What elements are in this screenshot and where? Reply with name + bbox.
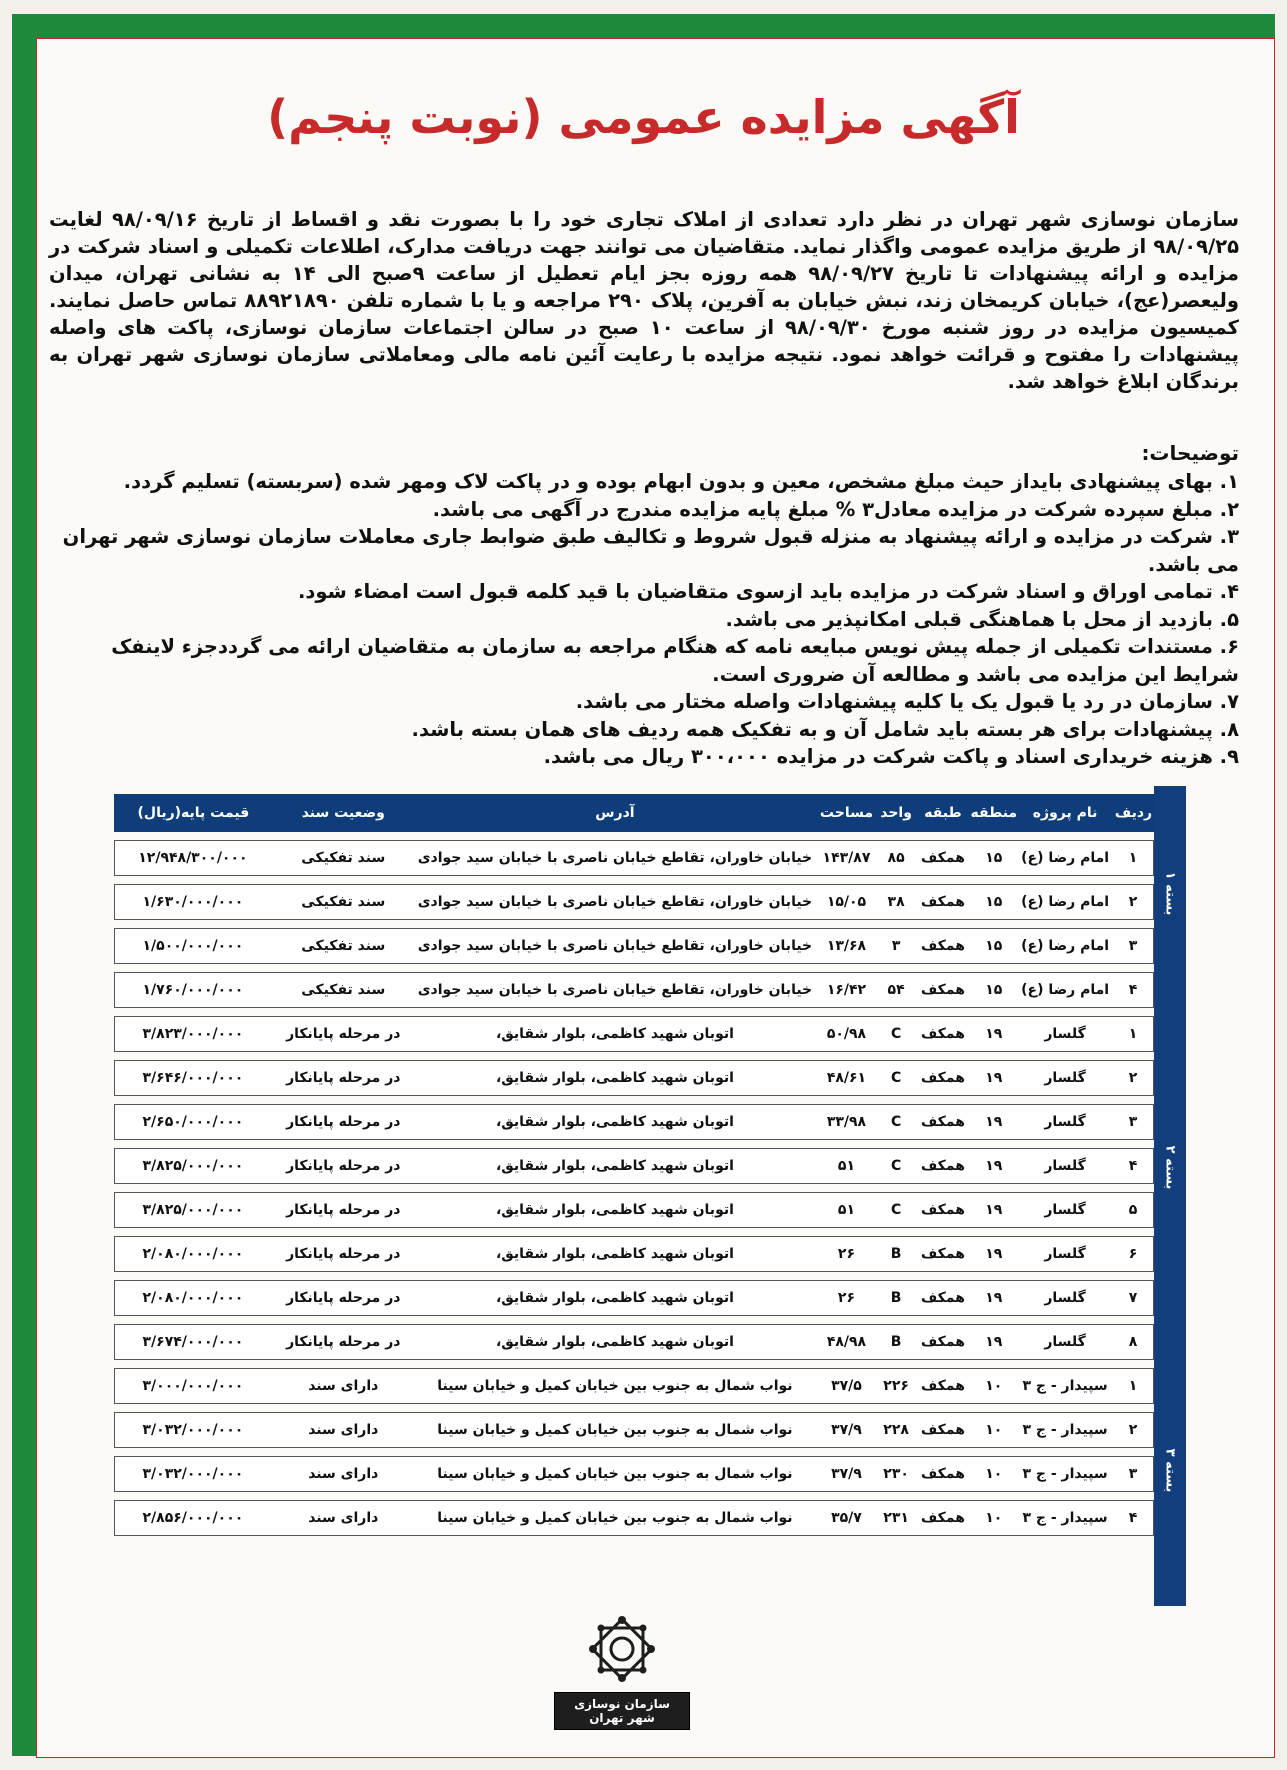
cell-address: نواب شمال به جنوب بین خیابان کمیل و خیابان سینا [414,1456,816,1492]
cell-district: ۱۹ [971,1148,1018,1184]
cell-floor: همکف [915,1148,970,1184]
logo-emblem-icon [587,1614,657,1684]
cell-deed-status: در مرحله پایانکار [273,1192,414,1228]
cell-district: ۱۵ [971,840,1018,876]
header-base-price: قیمت پایه(ریال) [114,794,273,832]
cell-unit: ۲۲۸ [877,1412,916,1448]
cell-unit: B [877,1324,916,1360]
cell-floor: همکف [915,928,970,964]
cell-project: سپیدار - ج ۳ [1017,1412,1113,1448]
cell-address: اتوبان شهید کاظمی، بلوار شقایق، [414,1016,816,1052]
table-row [114,1236,1154,1272]
cell-area: ۳۳/۹۸ [816,1104,877,1140]
cell-district: ۱۰ [971,1456,1018,1492]
cell-project: گلسار [1017,1324,1113,1360]
cell-area: ۳۵/۷ [816,1500,877,1536]
cell-project: گلسار [1017,1236,1113,1272]
note-item: ۱. بهای پیشنهادی بایداز حیث مبلغ مشخص، معین و بدون ابهام بوده و در پاکت لاک ومهر شده (سربسته) تسلیم گردد. [123,470,1239,493]
cell-district: ۱۵ [971,972,1018,1008]
cell-base-price: ۳/۸۲۵/۰۰۰/۰۰۰ [114,1192,273,1228]
cell-address: اتوبان شهید کاظمی، بلوار شقایق، [414,1236,816,1272]
cell-row-no: ۱ [1113,1016,1154,1052]
note-item: ۴. تمامی اوراق و اسناد شرکت در مزایده باید ازسوی متقاضیان با قید کلمه قبول است امضاء شود. [297,580,1239,603]
cell-deed-status: در مرحله پایانکار [273,1148,414,1184]
cell-area: ۱۴۳/۸۷ [816,840,877,876]
cell-floor: همکف [915,1016,970,1052]
cell-address: اتوبان شهید کاظمی، بلوار شقایق، [414,1148,816,1184]
note-item: ۲. مبلغ سپرده شرکت در مزایده معادل۳ % مبلغ پایه مزایده مندرج در آگهی می باشد. [432,497,1239,521]
bundle-1-label: بسته ۱ [1154,786,1186,1000]
table-row [114,840,1154,876]
cell-project: گلسار [1017,1060,1113,1096]
cell-district: ۱۹ [971,1236,1018,1272]
cell-project: امام رضا (ع) [1017,928,1113,964]
cell-area: ۴۸/۶۱ [816,1060,877,1096]
cell-area: ۴۸/۹۸ [816,1324,877,1360]
cell-unit: B [877,1280,916,1316]
bundle-3-label: بسته ۳ [1154,1334,1186,1606]
cell-unit: C [877,1016,916,1052]
cell-unit: C [877,1104,916,1140]
cell-deed-status: در مرحله پایانکار [273,1016,414,1052]
bundle-2-label: بسته ۲ [1154,1000,1186,1334]
cell-row-no: ۲ [1113,1412,1154,1448]
notice-title: آگهی مزایده عمومی (نوبت پنجم) [267,90,1020,144]
cell-unit: ۳۸ [877,884,916,920]
cell-district: ۱۹ [971,1060,1018,1096]
table-body [114,840,1154,1536]
cell-base-price: ۳/۸۲۳/۰۰۰/۰۰۰ [114,1016,273,1052]
cell-project: سپیدار - ج ۳ [1017,1368,1113,1404]
cell-floor: همکف [915,1324,970,1360]
cell-unit: ۲۳۱ [877,1500,916,1536]
cell-area: ۱۶/۴۲ [816,972,877,1008]
cell-base-price: ۳/۰۳۲/۰۰۰/۰۰۰ [114,1412,273,1448]
cell-address: اتوبان شهید کاظمی، بلوار شقایق، [414,1104,816,1140]
header-area: مساحت [816,794,877,832]
cell-address: نواب شمال به جنوب بین خیابان کمیل و خیابان سینا [414,1368,816,1404]
cell-project: سپیدار - ج ۳ [1017,1456,1113,1492]
table-header-row [114,794,1154,832]
cell-area: ۳۷/۵ [816,1368,877,1404]
table-row [114,1412,1154,1448]
cell-row-no: ۸ [1113,1324,1154,1360]
cell-address: خیابان خاوران، تقاطع خیابان ناصری با خیابان سید جوادی [414,884,816,920]
cell-base-price: ۳/۶۷۴/۰۰۰/۰۰۰ [114,1324,273,1360]
cell-base-price: ۳/۰۰۰/۰۰۰/۰۰۰ [114,1368,273,1404]
table-row [114,1060,1154,1096]
intro-paragraph: سازمان نوسازی شهر تهران در نظر دارد تعدادی از املاک تجاری خود را با بصورت نقد و اقساط از تاریخ ۹۸/۰۹/۱۶ لغایت ۹۸/۰۹/۲۵ از طریق مزایده عمومی واگذار نماید. متقاضیان می توانند جهت دریافت مدارک، اطلاعات تکمیلی و اسناد شرکت در مزایده و ارائه پیشنهادات تا تاریخ ۹۸/۰۹/۲۷ همه روزه بجز ایام تعطیل از ساعت ۹صبح الی ۱۴ به نشانی تهران، میدان ولیعصر(عج)، خیابان کریمخان زند، نبش خیابان به آفرین، پلاک ۲۹۰ مراجعه و یا با شماره تلفن ۸۸۹۲۱۸۹۰ تماس حاصل نمایند. کمیسیون مزایده در روز شنبه مورخ ۹۸/۰۹/۳۰ از ساعت ۱۰ صبح در سالن اجتماعات سازمان نوسازی، پاکت های واصله پیشنهادات را مفتوح و قرائت خواهد نمود. نتیجه مزایده با رعایت آئین نامه مالی ومعاملاتی سازمان نوسازی شهر تهران به برندگان ابلاغ خواهد شد. [49,208,1240,393]
table-row [114,1456,1154,1492]
logo-caption: سازمان نوسازی شهر تهران [554,1692,690,1730]
cell-floor: همکف [915,840,970,876]
table-row [114,1368,1154,1404]
table-row [114,1280,1154,1316]
cell-address: اتوبان شهید کاظمی، بلوار شقایق، [414,1060,816,1096]
cell-base-price: ۳/۰۳۲/۰۰۰/۰۰۰ [114,1456,273,1492]
cell-base-price: ۱/۶۳۰/۰۰۰/۰۰۰ [114,884,273,920]
cell-project: سپیدار - ج ۳ [1017,1500,1113,1536]
note-item: ۶. مستندات تکمیلی از جمله پیش نویس مبایعه نامه که هنگام مراجعه به سازمان به متقاضیان ارائه می گرددجزء لاینفک شرایط این مزایده می باشد و مطالعه آن ضروری است. [111,635,1239,686]
cell-area: ۵۱ [816,1148,877,1184]
header-address: آدرس [414,794,816,832]
cell-district: ۱۹ [971,1280,1018,1316]
cell-base-price: ۲/۶۵۰/۰۰۰/۰۰۰ [114,1104,273,1140]
cell-row-no: ۳ [1113,928,1154,964]
table-row [114,928,1154,964]
cell-address: نواب شمال به جنوب بین خیابان کمیل و خیابان سینا [414,1500,816,1536]
table-row [114,1148,1154,1184]
cell-project: امام رضا (ع) [1017,840,1113,876]
cell-district: ۱۹ [971,1192,1018,1228]
cell-row-no: ۲ [1113,884,1154,920]
cell-base-price: ۲/۰۸۰/۰۰۰/۰۰۰ [114,1236,273,1272]
cell-floor: همکف [915,1368,970,1404]
cell-deed-status: سند تفکیکی [273,840,414,876]
cell-district: ۱۹ [971,1324,1018,1360]
cell-area: ۵۰/۹۸ [816,1016,877,1052]
cell-project: امام رضا (ع) [1017,884,1113,920]
cell-deed-status: سند تفکیکی [273,884,414,920]
cell-floor: همکف [915,1236,970,1272]
cell-base-price: ۱/۷۶۰/۰۰۰/۰۰۰ [114,972,273,1008]
cell-area: ۱۵/۰۵ [816,884,877,920]
cell-row-no: ۳ [1113,1456,1154,1492]
note-item: ۸. پیشنهادات برای هر بسته باید شامل آن و به تفکیک همه ردیف های همان بسته باشد. [411,717,1239,741]
cell-address: خیابان خاوران، تقاطع خیابان ناصری با خیابان سید جوادی [414,928,816,964]
cell-address: اتوبان شهید کاظمی، بلوار شقایق، [414,1280,816,1316]
note-item: ۳. شرکت در مزایده و ارائه پیشنهاد به منزله قبول شروط و تکالیف طبق ضوابط جاری معاملات سازمان نوسازی شهر تهران می باشد. [62,525,1239,576]
cell-floor: همکف [915,1104,970,1140]
cell-base-price: ۱۲/۹۴۸/۳۰۰/۰۰۰ [114,840,273,876]
cell-address: اتوبان شهید کاظمی، بلوار شقایق، [414,1192,816,1228]
cell-district: ۱۰ [971,1500,1018,1536]
cell-project: گلسار [1017,1016,1113,1052]
cell-floor: همکف [915,884,970,920]
cell-unit: B [877,1236,916,1272]
cell-unit: ۲۲۶ [877,1368,916,1404]
header-floor: طبقه [915,794,970,832]
cell-district: ۱۵ [971,884,1018,920]
header-district: منطقه [971,794,1018,832]
note-item: ۷. سازمان در رد یا قبول یک یا کلیه پیشنهادات واصله مختار می باشد. [575,690,1239,713]
cell-project: گلسار [1017,1104,1113,1140]
cell-deed-status: در مرحله پایانکار [273,1236,414,1272]
cell-row-no: ۶ [1113,1236,1154,1272]
cell-area: ۳۷/۹ [816,1412,877,1448]
cell-unit: C [877,1192,916,1228]
cell-floor: همکف [915,1280,970,1316]
cell-row-no: ۴ [1113,972,1154,1008]
cell-unit: ۳ [877,928,916,964]
table-row [114,1192,1154,1228]
header-project: نام پروژه [1017,794,1113,832]
cell-row-no: ۲ [1113,1060,1154,1096]
cell-district: ۱۵ [971,928,1018,964]
table-row [114,1324,1154,1360]
cell-deed-status: در مرحله پایانکار [273,1060,414,1096]
table-row [114,1104,1154,1140]
cell-floor: همکف [915,972,970,1008]
note-item: ۵. بازدید از محل با هماهنگی قبلی امکانپذیر می باشد. [725,607,1239,631]
cell-base-price: ۲/۸۵۶/۰۰۰/۰۰۰ [114,1500,273,1536]
note-item: ۹. هزینه خریداری اسناد و پاکت شرکت در مزایده ۳۰۰،۰۰۰ ریال می باشد. [543,745,1239,768]
table-row [114,1016,1154,1052]
cell-floor: همکف [915,1500,970,1536]
cell-district: ۱۹ [971,1016,1018,1052]
notes-heading: توضیحات: [1141,441,1239,465]
header-deed-status: وضعیت سند [273,794,414,832]
organization-logo [554,1614,690,1730]
cell-district: ۱۹ [971,1104,1018,1140]
cell-area: ۳۷/۹ [816,1456,877,1492]
cell-row-no: ۷ [1113,1280,1154,1316]
cell-row-no: ۳ [1113,1104,1154,1140]
cell-deed-status: در مرحله پایانکار [273,1104,414,1140]
cell-base-price: ۳/۸۲۵/۰۰۰/۰۰۰ [114,1148,273,1184]
table-row [114,972,1154,1008]
header-unit: واحد [877,794,916,832]
cell-unit: C [877,1060,916,1096]
cell-row-no: ۱ [1113,840,1154,876]
cell-area: ۱۳/۶۸ [816,928,877,964]
cell-unit: C [877,1148,916,1184]
cell-deed-status: در مرحله پایانکار [273,1280,414,1316]
cell-floor: همکف [915,1456,970,1492]
cell-row-no: ۱ [1113,1368,1154,1404]
table-row [114,884,1154,920]
cell-project: گلسار [1017,1148,1113,1184]
cell-row-no: ۴ [1113,1148,1154,1184]
cell-deed-status: سند تفکیکی [273,928,414,964]
table-row [114,1500,1154,1536]
cell-base-price: ۲/۰۸۰/۰۰۰/۰۰۰ [114,1280,273,1316]
cell-deed-status: در مرحله پایانکار [273,1324,414,1360]
cell-row-no: ۴ [1113,1500,1154,1536]
cell-floor: همکف [915,1192,970,1228]
cell-unit: ۵۴ [877,972,916,1008]
cell-address: نواب شمال به جنوب بین خیابان کمیل و خیابان سینا [414,1412,816,1448]
property-table [114,786,1154,1544]
cell-unit: ۲۳۰ [877,1456,916,1492]
cell-deed-status: دارای سند [273,1500,414,1536]
cell-floor: همکف [915,1060,970,1096]
cell-base-price: ۱/۵۰۰/۰۰۰/۰۰۰ [114,928,273,964]
cell-base-price: ۳/۶۴۶/۰۰۰/۰۰۰ [114,1060,273,1096]
cell-address: خیابان خاوران، تقاطع خیابان ناصری با خیابان سید جوادی [414,840,816,876]
cell-project: امام رضا (ع) [1017,972,1113,1008]
header-row-no: ردیف [1113,794,1154,832]
cell-address: خیابان خاوران، تقاطع خیابان ناصری با خیابان سید جوادی [414,972,816,1008]
cell-deed-status: دارای سند [273,1456,414,1492]
notes-list [49,468,1239,771]
cell-area: ۵۱ [816,1192,877,1228]
cell-floor: همکف [915,1412,970,1448]
cell-row-no: ۵ [1113,1192,1154,1228]
cell-deed-status: دارای سند [273,1412,414,1448]
cell-unit: ۸۵ [877,840,916,876]
cell-project: گلسار [1017,1280,1113,1316]
cell-district: ۱۰ [971,1412,1018,1448]
cell-area: ۲۶ [816,1236,877,1272]
cell-district: ۱۰ [971,1368,1018,1404]
cell-deed-status: سند تفکیکی [273,972,414,1008]
cell-address: اتوبان شهید کاظمی، بلوار شقایق، [414,1324,816,1360]
cell-deed-status: دارای سند [273,1368,414,1404]
cell-project: گلسار [1017,1192,1113,1228]
cell-area: ۲۶ [816,1280,877,1316]
